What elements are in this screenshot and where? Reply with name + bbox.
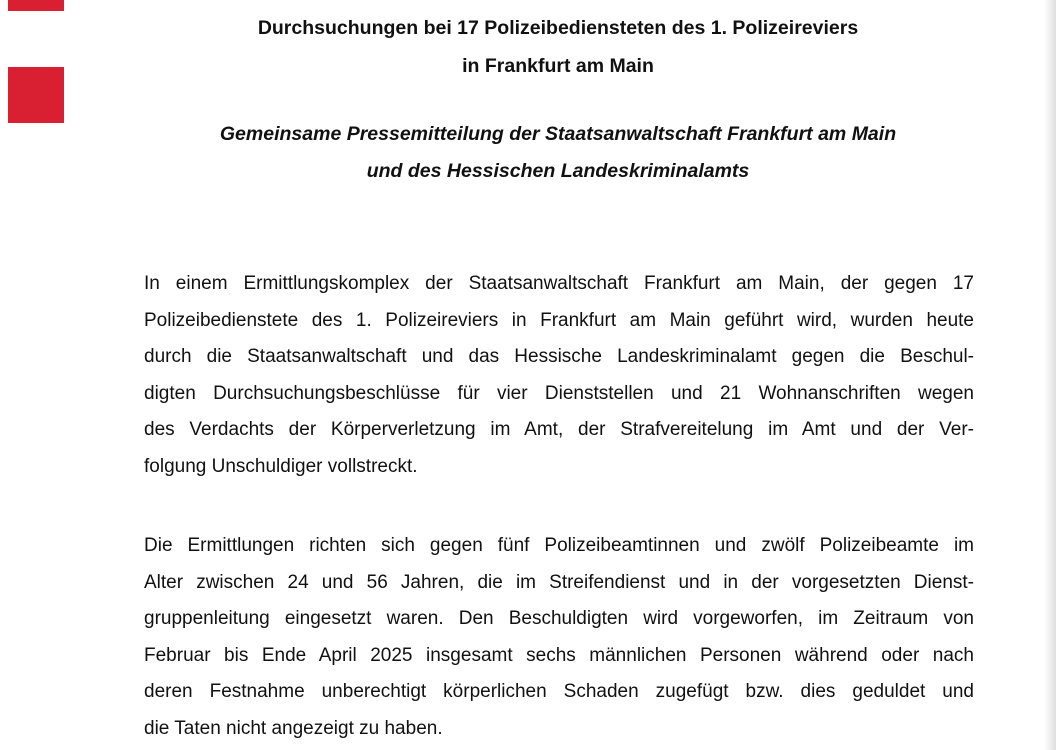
paragraph-line: Alter zwischen 24 und 56 Jahren, die im Streifendienst und in der vorgesetzten Dienst- bbox=[144, 571, 974, 593]
subtitle-line-1: Gemeinsame Pressemitteilung der Staatsanwaltschaft Frankfurt am Main bbox=[219, 123, 897, 145]
body-paragraph-2 bbox=[144, 528, 974, 747]
paragraph-line: des Verdachts der Körperverletzung im Amt, der Strafvereitelung im Amt und der Ver- bbox=[144, 419, 974, 440]
paragraph-line: Die Ermittlungen richten sich gegen fünf Polizeibeamtinnen und zwölf Polizeibeamte im bbox=[144, 535, 974, 556]
document-title bbox=[110, 9, 1006, 85]
paragraph-line: die Taten nicht angezeigt zu haben. bbox=[144, 717, 443, 739]
paragraph-line: In einem Ermittlungskomplex der Staatsanwaltschaft Frankfurt am Main, der gegen 17 bbox=[144, 273, 974, 294]
subtitle-line-2: und des Hessischen Landeskriminalamts bbox=[366, 160, 750, 182]
body-paragraph-1 bbox=[144, 266, 974, 485]
paragraph-line: digten Durchsuchungsbeschlüsse für vier Dienststellen und 21 Wohnanschriften wegen bbox=[144, 382, 974, 404]
paragraph-line: Polizeibedienstete des 1. Polizeireviers in Frankfurt am Main geführt wird, wurden heute bbox=[144, 309, 974, 331]
paragraph-line: folgung Unschuldiger vollstreckt. bbox=[144, 455, 418, 477]
logo-bar-top bbox=[8, 0, 64, 11]
paragraph-line: durch die Staatsanwaltschaft und das Hessische Landeskriminalamt gegen die Beschul- bbox=[144, 346, 974, 367]
title-line-1: Durchsuchungen bei 17 Polizeibediensteten des 1. Polizeireviers bbox=[257, 17, 859, 39]
logo-square bbox=[8, 67, 64, 123]
paragraph-line: Februar bis Ende April 2025 insgesamt sechs männlichen Personen während oder nach bbox=[144, 644, 974, 666]
paragraph-line: gruppenleitung eingesetzt waren. Den Beschuldigten wird vorgeworfen, im Zeitraum von bbox=[144, 608, 974, 629]
document-subtitle bbox=[110, 116, 1006, 190]
page-edge-shadow bbox=[1044, 0, 1056, 750]
paragraph-line: deren Festnahme unberechtigt körperlichen Schaden zugefügt bzw. dies geduldet und bbox=[144, 681, 974, 702]
title-line-2: in Frankfurt am Main bbox=[462, 55, 654, 77]
